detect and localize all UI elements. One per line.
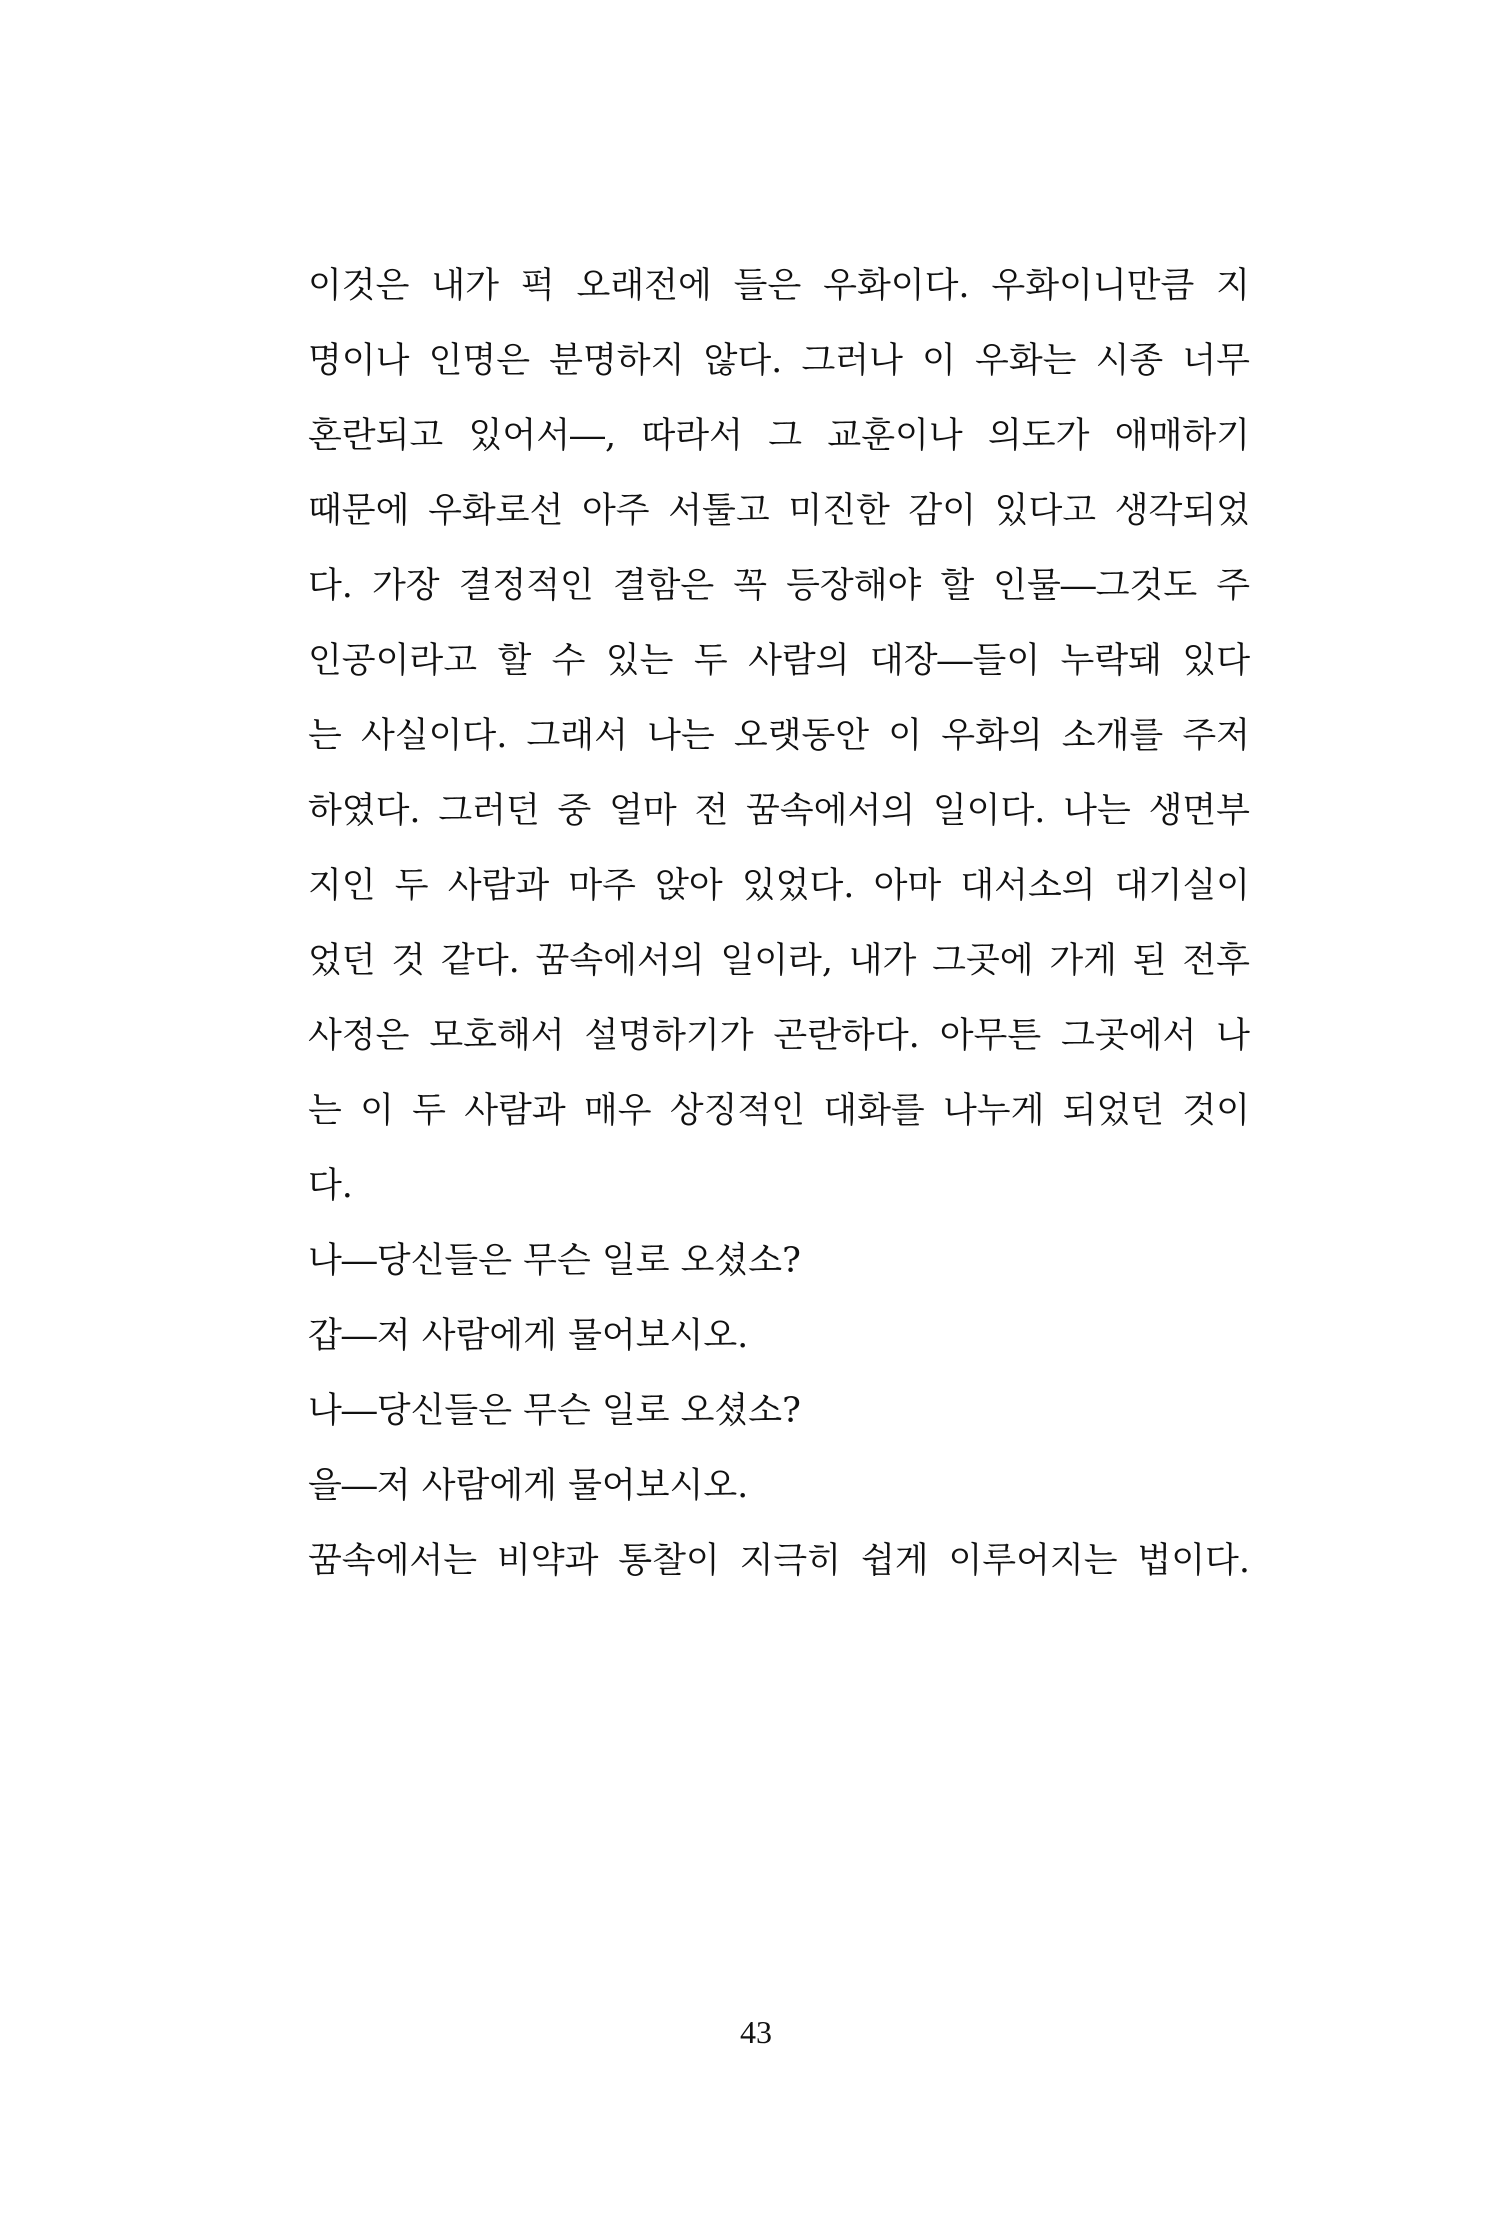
paragraph-line: 인공이라고 할 수 있는 두 사람의 대장―들이 누락돼 있다 (308, 641, 1250, 681)
paragraph-line: 이것은 내가 퍽 오래전에 들은 우화이다. 우화이니만큼 지 (308, 266, 1250, 306)
page-number: 43 (740, 2014, 772, 2050)
paragraph-line: 하였다. 그러던 중 얼마 전 꿈속에서의 일이다. 나는 생면부 (308, 791, 1250, 831)
paragraph-line: 는 사실이다. 그래서 나는 오랫동안 이 우화의 소개를 주저 (308, 716, 1250, 756)
paragraph-line: 다. (308, 1166, 353, 1206)
paragraph-line: 었던 것 같다. 꿈속에서의 일이라, 내가 그곳에 가게 된 전후 (308, 941, 1250, 981)
dialogue-line: 을―저 사람에게 물어보시오. (308, 1466, 749, 1506)
dialogue-line: 나―당신들은 무슨 일로 오셨소? (308, 1391, 801, 1431)
paragraph-line: 지인 두 사람과 마주 앉아 있었다. 아마 대서소의 대기실이 (308, 866, 1250, 906)
dialogue-line: 나―당신들은 무슨 일로 오셨소? (308, 1241, 801, 1281)
dialogue-line: 갑―저 사람에게 물어보시오. (308, 1316, 749, 1356)
body-text (308, 256, 1250, 1606)
paragraph-line: 는 이 두 사람과 매우 상징적인 대화를 나누게 되었던 것이 (308, 1091, 1250, 1131)
paragraph-line: 명이나 인명은 분명하지 않다. 그러나 이 우화는 시종 너무 (308, 341, 1250, 381)
paragraph-line: 혼란되고 있어서―, 따라서 그 교훈이나 의도가 애매하기 (308, 416, 1250, 456)
paragraph-line: 다. 가장 결정적인 결함은 꼭 등장해야 할 인물―그것도 주 (308, 566, 1250, 606)
paragraph-line: 사정은 모호해서 설명하기가 곤란하다. 아무튼 그곳에서 나 (308, 1016, 1250, 1056)
closing-line: 꿈속에서는 비약과 통찰이 지극히 쉽게 이루어지는 법이다. (308, 1541, 1250, 1581)
paragraph-line: 때문에 우화로선 아주 서툴고 미진한 감이 있다고 생각되었 (308, 491, 1250, 531)
